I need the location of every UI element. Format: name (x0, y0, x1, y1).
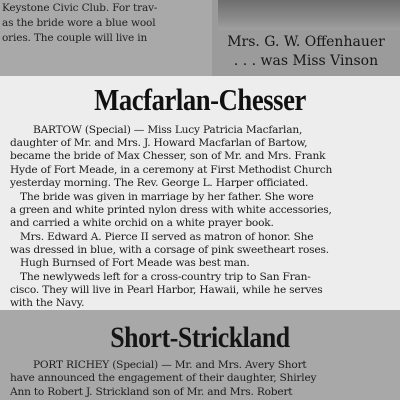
article2-line: have announced the engagement of their daughter, Shirley (10, 372, 317, 384)
article-line: Hugh Burnsed of Fort Meade was best man. (20, 257, 250, 269)
engagement-announcement (0, 310, 400, 400)
photo-caption-name: Mrs. G. W. Offenhauer (227, 34, 385, 50)
article-line: Hyde of Fort Meade, in a ceremony at First Methodist Church (10, 164, 333, 176)
photo-caption-subtitle: . . . was Miss Vinson (233, 53, 379, 69)
article-line: was dressed in blue, with a corsage of pink sweetheart roses. (10, 244, 329, 256)
article-line: The newlyweds left for a cross-country trip to San Fran- (20, 271, 311, 283)
article-line: cisco. They will live in Pearl Harbor, Hawaii, while he serves (10, 284, 323, 296)
article-line: yesterday morning. The Rev. George L. Harper officiated. (10, 177, 309, 189)
article-line: a green and white printed nylon dress with white accessories, (10, 204, 332, 216)
article-line: daughter of Mr. and Mrs. J. Howard Macfarlan of Bartow, (10, 137, 308, 149)
article-line: and carried a white orchid on a white prayer book. (10, 217, 274, 229)
fragment-line: as the bride wore a blue wool (2, 17, 156, 29)
article-line: became the bride of Max Chesser, son of Mr. and Mrs. Frank (10, 150, 326, 162)
wedding-announcement (0, 76, 400, 310)
article-line: The bride was given in marriage by her father. She wore (20, 191, 314, 203)
photo-with-caption (212, 0, 400, 76)
previous-article-fragment (0, 0, 212, 76)
portrait-photo (218, 0, 400, 30)
article2-line: PORT RICHEY (Special) — Mr. and Mrs. Avery Short (33, 359, 307, 371)
article2-line: Ann to Robert J. Strickland son of Mr. and Mrs. Robert (10, 386, 293, 398)
article2-headline: Short-Strickland (110, 321, 290, 354)
fragment-line: Keystone Civic Club. For trav- (2, 2, 158, 14)
fragment-line: ories. The couple will live in (2, 32, 148, 44)
article-line: with the Navy. (10, 297, 85, 309)
article-line: Mrs. Edward A. Pierce II served as matron of honor. She (20, 231, 314, 243)
article-line: BARTOW (Special) — Miss Lucy Patricia Macfarlan, (33, 124, 303, 136)
article-headline: Macfarlan-Chesser (94, 82, 306, 117)
